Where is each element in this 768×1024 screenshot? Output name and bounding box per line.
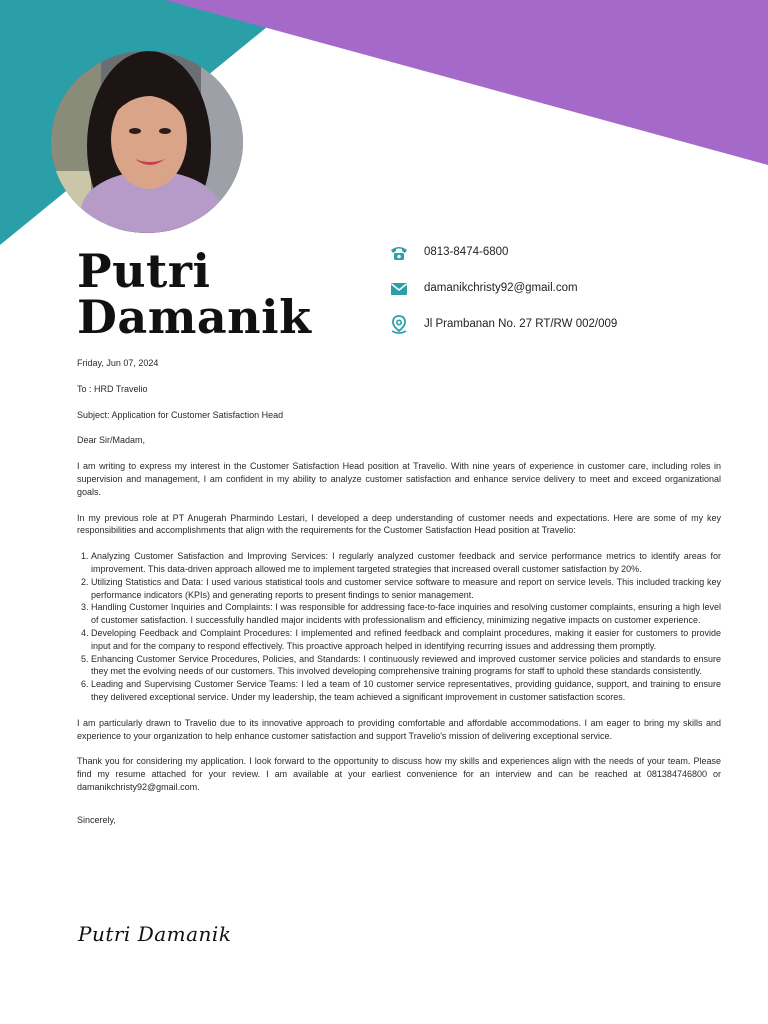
letter-closing: Sincerely, (77, 814, 116, 825)
letter-paragraph-2: In my previous role at PT Anugerah Pharmindo Lestari, I developed a deep understanding of customer needs and expectations. Here are some of my key responsibilities and accomplishments that align with the requirements for the Customer Satisfaction Head position at Travelio: (77, 512, 721, 536)
list-item: 6. Leading and Supervising Customer Service Teams: I led a team of 10 customer service representatives, providing guidance, support, and training to ensure they delivered exceptional service. Under my leadership, the team achieved a significant improvement in customer satisfaction scores. (91, 678, 721, 704)
postal-address: Jl Prambanan No. 27 RT/RW 002/009 (424, 318, 618, 330)
accomplishments-list (77, 550, 721, 704)
list-item: 1. Analyzing Customer Satisfaction and Improving Services: I regularly analyzed customer feedback and service performance metrics to identify areas for improvement. This data-driven approach allowed me to implement targeted strategies that increased overall customer satisfaction by 20%. (91, 550, 721, 576)
letter-subject: Subject: Application for Customer Satisfaction Head (77, 409, 284, 420)
letter-paragraph-3: I am particularly drawn to Travelio due to its innovative approach to providing comfortable and affordable accommodations. I am eager to bring my skills and experience to your organization to help enhance customer satisfaction and support Travelio's mission of delivering exceptional service. (77, 717, 721, 741)
list-item: 2. Utilizing Statistics and Data: I used various statistical tools and customer service software to measure and report on service levels. This included tracking key performance indicators (KPIs) and generating reports to present findings to senior management. (91, 576, 721, 602)
email-address: damanikchristy92@gmail.com (424, 282, 578, 294)
purple-triangle (165, 0, 768, 165)
letter-greeting: Dear Sir/Madam, (77, 435, 146, 446)
envelope-icon (389, 279, 409, 299)
applicant-name (77, 244, 312, 344)
list-item: 4. Developing Feedback and Complaint Procedures: I implemented and refined feedback and complaint procedures, making it easier for customers to provide input and for the company to respond effectively. This proactive approach helped in identifying recurring issues and addressing them promptly. (91, 627, 721, 653)
profile-photo (51, 51, 243, 233)
letter-body (77, 357, 721, 840)
first-name: Putri (77, 244, 211, 298)
list-item: 5. Enhancing Customer Service Procedures, Policies, and Standards: I continuously reviewed and improved customer service policies and standards to ensure they met the evolving needs of our customers. This involved developing comprehensive training programs for staff to uphold these standards consistently. (91, 653, 721, 679)
letter-date: Friday, Jun 07, 2024 (77, 358, 159, 368)
phone-number: 0813-8474-6800 (424, 246, 509, 258)
letter-recipient: To : HRD Travelio (77, 383, 148, 394)
last-name: Damanik (77, 290, 312, 344)
location-pin-icon (389, 315, 409, 335)
letter-paragraph-4: Thank you for considering my application. I look forward to the opportunity to discuss how my skills and experiences align with the needs of your team. Please find my resume attached for your review. I am available at your earliest convenience for an interview and can be reached at 081384746800 or damanikchristy92@gmail.com. (77, 756, 721, 792)
list-item: 3. Handling Customer Inquiries and Complaints: I was responsible for addressing face-to-face inquiries and resolving customer complaints, ensuring a high level of customer satisfaction. I successfully handled major incidents with professionalism and efficiency, minimizing negative impacts on customer experience. (91, 601, 721, 627)
phone-icon (389, 243, 409, 263)
signature: Putri Damanik (78, 922, 232, 946)
letter-paragraph-1: I am writing to express my interest in the Customer Satisfaction Head position at Travelio. With nine years of experience in customer care, including roles in supervision and management, I am confident in my ability to analyze customer satisfaction and enhance service delivery to meet and exceed organizational goals. (77, 461, 721, 497)
